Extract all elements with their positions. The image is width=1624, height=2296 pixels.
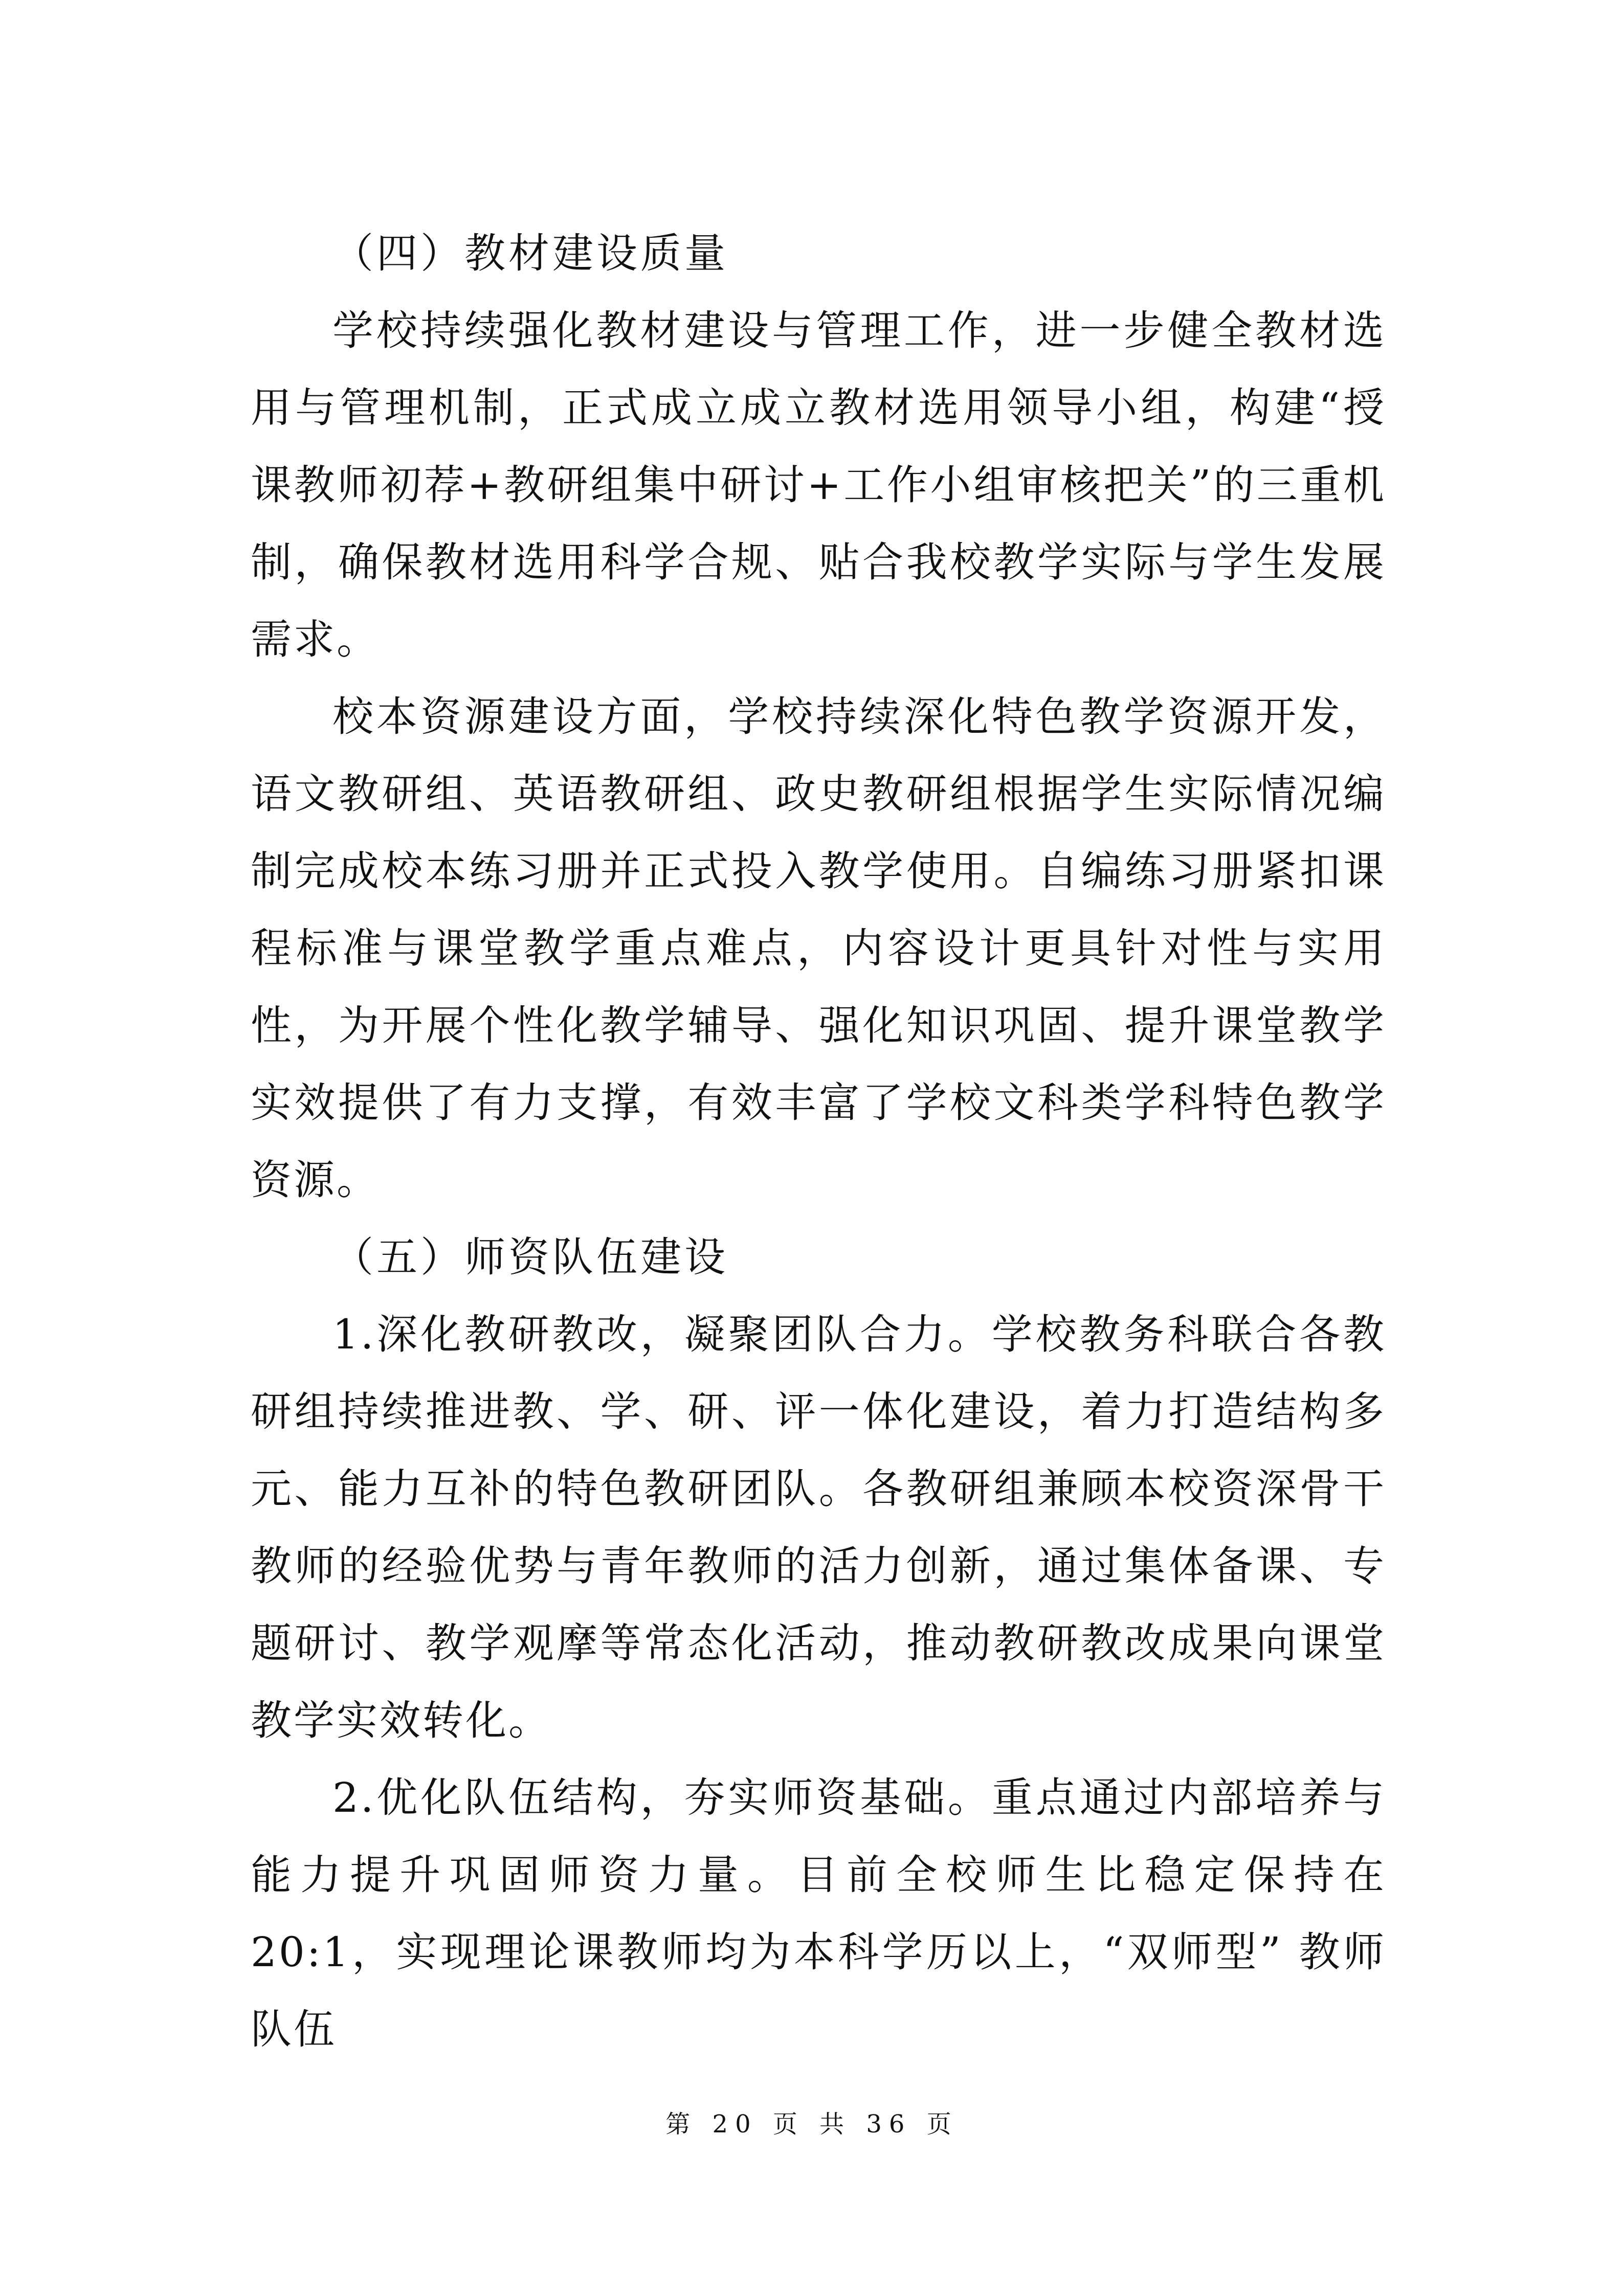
section-heading-5: （五）师资队伍建设 [332, 1233, 728, 1281]
paragraph-school-resources: 校本资源建设方面，学校持续深化特色教学资源开发，语文教研组、英语教研组、政史教研组根据学生实际情况编制完成校本练习册并正式投入教学使用。自编练习册紧扣课程标准与课堂教学重点难点，内容设计更具针对性与实用性，为开展个性化教学辅导、强化知识巩固、提升课堂教学实效提供了有力支撑，有效丰富了学校文科类学科特色教学资源。 [251, 693, 1386, 1204]
section-heading-4: （四）教材建设质量 [332, 230, 728, 277]
paragraph-textbook-management: 学校持续强化教材建设与管理工作，进一步健全教材选用与管理机制，正式成立成立教材选用领导小组，构建“授课教师初荐+教研组集中研讨+工作小组审核把关”的三重机制，确保教材选用科学合规、贴合我校教学实际与学生发展需求。 [251, 307, 1386, 663]
document-body [251, 215, 1386, 2068]
page-number-footer: 第 20 页 共 36 页 [665, 2110, 959, 2139]
paragraph-teaching-research: 1.深化教研教改，凝聚团队合力。学校教务科联合各教研组持续推进教、学、研、评一体化建设，着力打造结构多元、能力互补的特色教研团队。各教研组兼顾本校资深骨干教师的经验优势与青年教师的活力创新，通过集体备课、专题研讨、教学观摩等常态化活动，推动教研教改成果向课堂教学实效转化。 [251, 1311, 1386, 1744]
paragraph-team-structure: 2.优化队伍结构，夯实师资基础。重点通过内部培养与能力提升巩固师资力量。目前全校师生比稳定保持在 20:1，实现理论课教师均为本科学历以上，“双师型” 教师队伍 [251, 1774, 1386, 2053]
